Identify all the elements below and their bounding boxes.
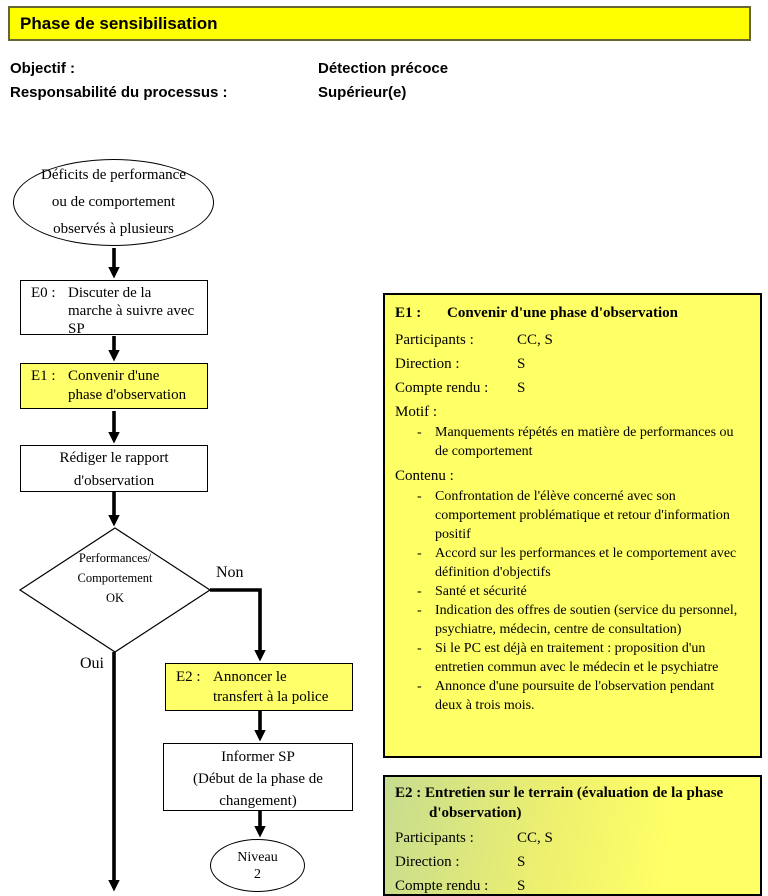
start-ellipse-line1: Déficits de performance [41, 167, 186, 183]
e2-line2: transfert à la police [213, 689, 329, 705]
e1-field-participants-value: CC, S [517, 332, 553, 348]
niveau-line1: Niveau [237, 849, 278, 865]
e1-panel-heading-text: Convenir d'une phase d'observation [447, 305, 679, 321]
e1-field-compte-rendu-value: S [517, 380, 526, 396]
e1-contenu-item: - Confrontation de l'élève concerné avec son comportement problématique et retour d'information positif [395, 487, 750, 544]
e1-panel-heading [395, 301, 750, 325]
decision-line1: Performances/ [78, 551, 152, 565]
rediger-line1: Rédiger le rapport [59, 450, 169, 466]
rediger-line2: d'observation [73, 473, 155, 489]
e2-field-direction [395, 854, 750, 871]
decision-line3: OK [105, 591, 125, 605]
e1-field-compte-rendu-label: Compte rendu : [395, 380, 489, 396]
e2-field-participants-value: CC, S [517, 830, 553, 846]
e2-field-direction-value: S [517, 854, 526, 870]
e1-field-participants [395, 332, 750, 349]
e2-field-participants-label: Participants : [395, 830, 474, 846]
informer-line3: changement) [219, 793, 297, 809]
responsabilite-value: Supérieur(e) [318, 84, 407, 101]
responsabilite-label: Responsabilité du processus : [10, 84, 228, 101]
e1-motif-item: - Manquements répétés en matière de performances ou de comportement [395, 423, 750, 461]
e0-line3: SP [68, 321, 85, 337]
e2-field-direction-label: Direction : [395, 854, 460, 870]
e2-prefix: E2 : [176, 669, 201, 685]
e1-contenu-item: - Accord sur les performances et le comportement avec définition d'objectifs [395, 544, 750, 582]
e1-contenu-item: - Indication des offres de soutien (service du personnel, psychiatre, médecin, centre de consultation) [395, 601, 750, 639]
e0-step-box [20, 280, 208, 335]
start-ellipse-line3: observés à plusieurs [53, 221, 174, 237]
e2-field-compte-rendu [395, 878, 750, 895]
e2-panel-heading: E2 : Entretien sur le terrain (évaluation de la phase d'observation) [395, 785, 724, 821]
e1-field-direction-value: S [517, 356, 526, 372]
informer-line2: (Début de la phase de [193, 771, 323, 787]
e1-field-direction [395, 356, 750, 373]
e1-step-box [20, 363, 208, 409]
e1-field-participants-label: Participants : [395, 332, 474, 348]
page-title: Phase de sensibilisation [20, 13, 218, 33]
objectif-label: Objectif : [10, 60, 76, 77]
e1-detail-panel [383, 293, 762, 758]
e1-line1: Convenir d'une [68, 368, 160, 384]
e1-contenu-item: - Si le PC est déjà en traitement : proposition d'un entretien commun avec le médecin et le psychiatre [395, 639, 750, 677]
rediger-step-box [20, 445, 208, 492]
e1-prefix: E1 : [31, 368, 56, 384]
start-ellipse-line2: ou de comportement [51, 194, 176, 210]
e1-contenu-label: Contenu : [395, 468, 454, 484]
arrow-non-branch [210, 590, 260, 658]
informer-step-box [163, 743, 353, 811]
e1-panel-heading-prefix: E1 : [395, 305, 422, 321]
e2-field-compte-rendu-label: Compte rendu : [395, 878, 489, 894]
decision-line2: Comportement [77, 571, 153, 585]
e1-contenu-item: - Santé et sécurité [395, 582, 750, 601]
e0-line2: marche à suivre avec [68, 303, 195, 319]
e2-detail-panel [383, 775, 762, 896]
e0-prefix: E0 : [31, 285, 56, 301]
e2-field-compte-rendu-value: S [517, 878, 526, 894]
informer-line1: Informer SP [221, 749, 295, 765]
decision-diamond-text [55, 548, 175, 608]
objectif-value: Détection précoce [318, 60, 449, 77]
e1-contenu-list [395, 487, 750, 715]
start-ellipse [13, 159, 214, 246]
e2-step-box [165, 663, 353, 711]
non-branch-label: Non [216, 564, 244, 581]
e1-field-direction-label: Direction : [395, 356, 460, 372]
e1-contenu-item: - Annonce d'une poursuite de l'observation pendant deux à trois mois. [395, 677, 750, 715]
e1-motif-list [395, 423, 750, 461]
e1-motif-label: Motif : [395, 404, 438, 420]
niveau-terminator-ellipse [210, 839, 305, 892]
oui-branch-label: Oui [80, 655, 104, 672]
e1-line2: phase d'observation [68, 387, 187, 403]
e1-field-compte-rendu [395, 380, 750, 397]
niveau-line2: 2 [254, 866, 261, 882]
e2-line1: Annoncer le [213, 669, 287, 685]
e0-line1: Discuter de la [68, 285, 152, 301]
e2-field-participants [395, 830, 750, 847]
